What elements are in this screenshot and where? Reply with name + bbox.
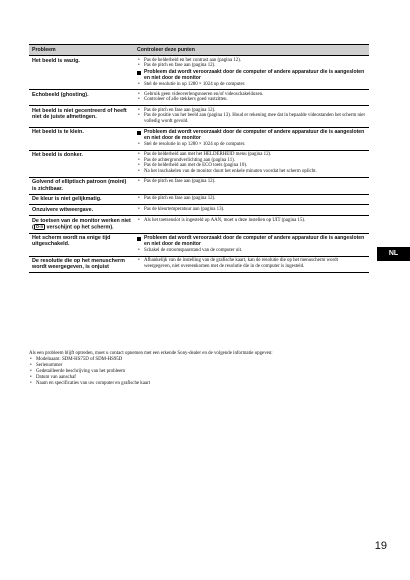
table-row (29, 106, 369, 128)
check-cell (134, 194, 369, 205)
problem-text: Echobeeld (ghosting). (32, 91, 89, 98)
contact-item: • Gedetailleerde beschrijving van het probleem (29, 369, 329, 375)
note-text: Probleem dat wordt veroorzaakt door de computer of andere apparatuur die is aangesloten en niet door de monitor (144, 68, 365, 81)
check-cell (134, 106, 369, 128)
table-row (29, 56, 369, 90)
problem-text: De kleur is niet gelijkmatig. (32, 196, 102, 203)
problem-cell (29, 177, 134, 194)
problem-cell (29, 233, 134, 256)
problem-cell (29, 106, 134, 128)
table-row (29, 233, 369, 256)
check-list (137, 196, 366, 202)
check-item: • Pas de helderheid aan met de ECO toets (pagina 10). (137, 163, 366, 169)
problem-cell (29, 127, 134, 150)
check-item: • Pas de pitch en fase aan (pagina 12). (137, 63, 366, 69)
contact-list (29, 357, 329, 387)
table-row (29, 205, 369, 216)
problem-cell (29, 216, 134, 234)
table-row (29, 150, 369, 177)
check-item: • Als het toetsenslot is ingesteld op AAN, moet u deze instellen op UIT (pagina 15). (137, 218, 366, 224)
check-list (137, 248, 366, 254)
table-header-row (29, 45, 369, 56)
check-item: • Stel de resolutie in op 1280 × 1024 op de computer. (137, 142, 366, 148)
table-row (29, 177, 369, 194)
check-item: • Stel de resolutie in op 1280 × 1024 op de computer. (137, 82, 366, 88)
check-item: • Gebruik geen videoverlengsnoeren en/of videoschakeldozen. (137, 92, 366, 98)
check-item: • Schakel de stroomspaarstand van de computer uit. (137, 248, 366, 254)
square-bullet-icon (137, 237, 141, 241)
check-cell (134, 216, 369, 234)
check-item: • Controleer of alle stekkers goed vastzitten. (137, 97, 366, 103)
table-row (29, 256, 369, 273)
check-list (137, 142, 366, 148)
problem-cell (29, 256, 134, 273)
page-number: 19 (374, 540, 387, 552)
problem-cell (29, 90, 134, 106)
problem-text: Het scherm wordt na enige tijd uitgeschakeld. (32, 235, 111, 248)
problem-text: De toetsen van de monitor werken niet (32, 217, 131, 224)
check-item: • Pas de achtergrondverlichting aan (pagina 11). (137, 158, 366, 164)
check-cell (134, 177, 369, 194)
check-item: • Pas de pitch en fase aan (pagina 12). (137, 108, 366, 114)
computer-cause-note (137, 130, 366, 142)
square-bullet-icon (137, 131, 141, 135)
check-item: • Afhankelijk van de instelling van de grafische kaart, kan de resolutie die op het menuscherm wordt weergegeven, niet overeenkomen met de resolutie die in de computer is ingesteld. (137, 258, 366, 269)
check-cell (134, 127, 369, 150)
check-cell (134, 256, 369, 273)
contact-intro: Als een probleem blijft optreden, moet u contact opnemen met een erkende Sony-dealer en de volgende informatie opgeven: (29, 351, 273, 356)
check-list (137, 108, 366, 125)
key-lock-icon: O-n (35, 223, 44, 229)
note-text: Probleem dat wordt veroorzaakt door de computer of andere apparatuur die is aangesloten en niet door de monitor (144, 129, 365, 142)
check-cell (134, 56, 369, 90)
square-bullet-icon (137, 71, 141, 75)
check-item: • Pas de kleurtemperatuur aan (pagina 13). (137, 207, 366, 213)
table-row (29, 216, 369, 234)
note-text: Probleem dat wordt veroorzaakt door de computer of andere apparatuur die is aangesloten en niet door de monitor (144, 235, 365, 248)
contact-item: • Datum van aanschaf (29, 375, 329, 381)
table-row (29, 90, 369, 106)
problem-text: Het beeld is niet gecentreerd of heeft niet de juiste afmetingen. (32, 107, 127, 120)
check-item: • Pas de helderheid aan met het HELDERHEID menu (pagina 12). (137, 152, 366, 158)
problem-text: Golvend of elliptisch patroon (moiré) is zichtbaar. (32, 179, 127, 192)
problem-text: Het beeld is te klein. (32, 129, 84, 136)
header-problem: Probleem (29, 45, 134, 56)
check-list (137, 152, 366, 175)
problem-cell (29, 150, 134, 177)
problem-cell (29, 194, 134, 205)
problem-text-cont: verschijnt op het scherm). (45, 224, 114, 231)
check-item: • Pas de pitch en fase aan (pagina 12). (137, 179, 366, 185)
problem-text: De resolutie die op het menuscherm wordt weergegeven, is onjuist (32, 258, 125, 271)
check-list (137, 82, 366, 88)
troubleshooting-table (29, 44, 369, 273)
table-row (29, 194, 369, 205)
contact-item: • Serienummer (29, 363, 329, 369)
check-list (137, 218, 366, 224)
check-item: • Na het inschakelen van de monitor duurt het enkele minuten voordat het scherm oplicht. (137, 169, 366, 175)
problem-cell (29, 205, 134, 216)
check-list (137, 258, 366, 269)
computer-cause-note (137, 70, 366, 82)
check-list (137, 92, 366, 103)
header-check-points: Controleer deze punten (134, 45, 369, 56)
check-cell (134, 150, 369, 177)
check-list (137, 179, 366, 185)
problem-text: Het beeld is donker. (32, 152, 83, 159)
contact-info (29, 351, 329, 387)
check-list (137, 207, 366, 213)
check-cell (134, 233, 369, 256)
check-cell (134, 205, 369, 216)
contact-item: • Naam en specificaties van uw computer en grafische kaart (29, 381, 329, 387)
check-list (137, 58, 366, 69)
problem-text: Het beeld is wazig. (32, 57, 80, 64)
problem-cell (29, 56, 134, 90)
check-item: • Pas de positie van het beeld aan (pagina 13). Houd er rekening mee dat in bepaalde videostanden het scherm niet volledig wordt gevuld. (137, 113, 366, 124)
language-tab: NL (377, 247, 410, 261)
table-row (29, 127, 369, 150)
check-item: • Pas de helderheid en het contrast aan (pagina 12). (137, 58, 366, 64)
check-item: • Pas de pitch en fase aan (pagina 12). (137, 196, 366, 202)
problem-text-cont: ( (32, 224, 34, 231)
contact-item: • Modelnaam: SDM-HS75D of SDM-HS95D (29, 357, 329, 363)
problem-text: Onzuivere witweergave. (32, 206, 94, 213)
check-cell (134, 90, 369, 106)
computer-cause-note (137, 236, 366, 248)
